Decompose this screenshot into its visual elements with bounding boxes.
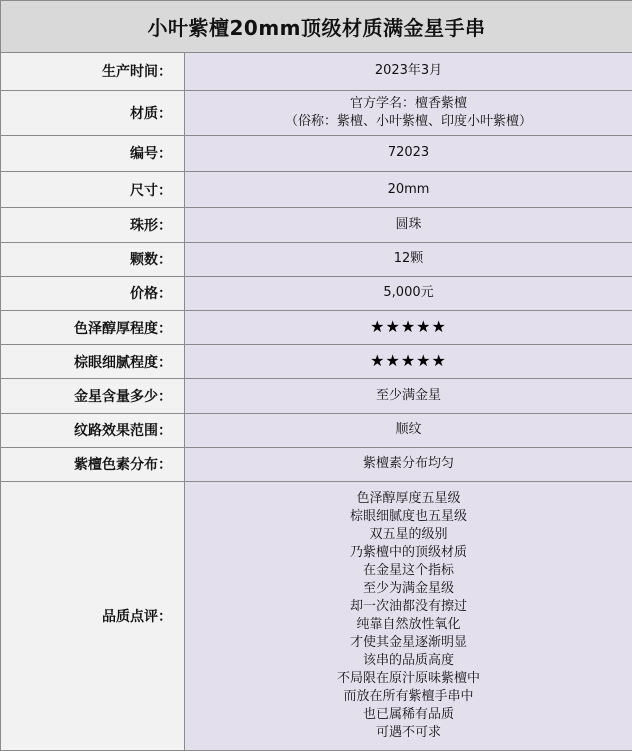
row-label: 颗数： — [1, 242, 185, 276]
row-value: 紫檀素分布均匀 — [185, 447, 632, 481]
row-pigment-distribution — [1, 447, 632, 481]
row-value: 圆珠 — [185, 208, 632, 242]
row-label: 色泽醇厚程度： — [1, 311, 185, 345]
row-value — [185, 482, 632, 751]
review-line: 至少为满金星级 — [363, 581, 455, 597]
row-color-richness — [1, 311, 632, 345]
row-value: 5,000元 — [185, 276, 632, 310]
star-rating-icon: ★★★★★ — [370, 316, 447, 336]
row-value — [185, 345, 632, 379]
row-value: 72023 — [185, 135, 632, 171]
review-line: 才使其金星逐渐明显 — [350, 635, 468, 651]
review-line: 也已属稀有品质 — [363, 707, 455, 723]
row-id-number — [1, 135, 632, 171]
row-label: 棕眼细腻程度： — [1, 345, 185, 379]
row-label: 生产时间： — [1, 53, 185, 90]
row-quality-review — [1, 482, 632, 751]
page-title: 小叶紫檀20mm顶级材质满金星手串 — [1, 1, 632, 53]
row-value — [185, 311, 632, 345]
review-line: 却一次油都没有擦过 — [350, 599, 468, 615]
row-label: 金星含量多少： — [1, 379, 185, 413]
row-value: 顺纹 — [185, 413, 632, 447]
row-value — [185, 90, 632, 135]
row-gold-star-content — [1, 379, 632, 413]
row-label: 纹路效果范围： — [1, 413, 185, 447]
review-line: 双五星的级别 — [369, 527, 448, 543]
row-pore-fineness — [1, 345, 632, 379]
row-value: 至少满金星 — [185, 379, 632, 413]
review-line: 而放在所有紫檀手串中 — [343, 689, 474, 705]
review-line: 纯靠自然放性氧化 — [356, 617, 461, 633]
row-label: 紫檀色素分布： — [1, 447, 185, 481]
row-label: 尺寸： — [1, 172, 185, 208]
star-rating-icon: ★★★★★ — [370, 350, 447, 370]
row-production-time — [1, 53, 632, 90]
review-line: 在金星这个指标 — [363, 563, 455, 579]
review-line: 该串的品质高度 — [363, 653, 455, 669]
review-line: 可遇不可求 — [376, 725, 442, 741]
row-price — [1, 276, 632, 310]
row-label: 品质点评： — [1, 482, 185, 751]
row-material — [1, 90, 632, 135]
row-value: 12颗 — [185, 242, 632, 276]
row-value: 2023年3月 — [185, 53, 632, 90]
row-label: 编号： — [1, 135, 185, 171]
row-grain-pattern — [1, 413, 632, 447]
row-label: 珠形： — [1, 208, 185, 242]
review-line: 棕眼细腻度也五星级 — [350, 509, 468, 525]
row-bead-shape — [1, 208, 632, 242]
review-line: 色泽醇厚度五星级 — [356, 491, 461, 507]
row-value: 20mm — [185, 172, 632, 208]
material-common-names: （俗称：紫檀、小叶紫檀、印度小叶紫檀） — [285, 113, 533, 129]
review-line: 乃紫檀中的顶级材质 — [350, 545, 468, 561]
row-label: 材质： — [1, 90, 185, 135]
row-bead-count — [1, 242, 632, 276]
review-line: 不局限在原汁原味紫檀中 — [337, 671, 481, 687]
row-label: 价格： — [1, 276, 185, 310]
row-size — [1, 172, 632, 208]
material-official-name: 官方学名：檀香紫檀 — [350, 95, 468, 111]
